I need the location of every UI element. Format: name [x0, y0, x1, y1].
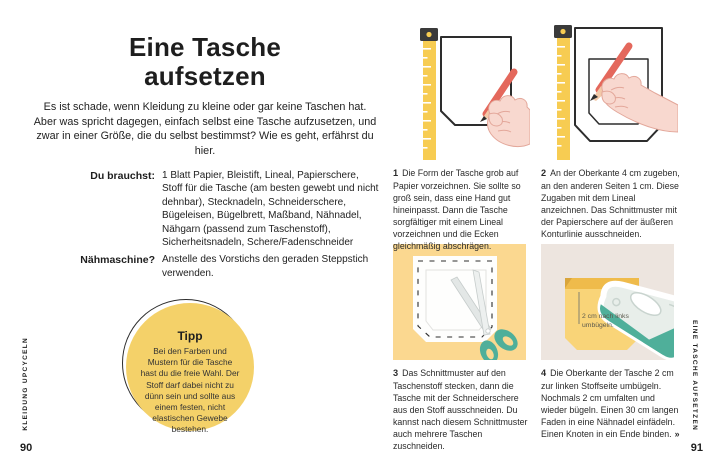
step1-text	[393, 167, 532, 252]
machine-label: Nähmaschine?	[80, 254, 155, 267]
step3-number: 3	[393, 368, 399, 378]
step1-illustration	[393, 22, 530, 162]
step2-text	[541, 167, 680, 240]
machine-row	[33, 253, 379, 280]
machine-note: Anstelle des Vorstichs den geraden Steppstich verwenden.	[162, 254, 369, 279]
step3-text	[393, 367, 532, 452]
materials-list: 1 Blatt Papier, Bleistift, Lineal, Papierschere, Stoff für die Tasche (am besten gewebt und nicht dehnbar), Stecknadeln, Schneiderschere, Bügeleisen, Bügelbrett, Maßband, Nähnadel, Nähgarn (passend zum Taschenstoff), Sicherheitsnadeln, Schere/Fadenschneider	[162, 170, 379, 248]
step3-illustration	[393, 244, 526, 360]
tip-title: Tipp	[177, 329, 203, 343]
step2-number: 2	[541, 168, 547, 178]
step1-instructions: Die Form der Tasche grob auf Papier vorzeichnen. Sie sollte so groß sein, dass eine Hand gut hineinpasst. Dann die Tasche sorgfältiger mit einem Lineal vorzeichnen und die Ecken gleichmäßig abschrägen.	[393, 168, 521, 252]
seam-allowance-drawing-icon	[541, 22, 678, 162]
right-page-number: 91	[690, 442, 703, 454]
left-page-number: 90	[20, 442, 33, 454]
step4-text	[541, 367, 680, 440]
step4-illustration	[541, 244, 674, 360]
materials-section	[33, 169, 379, 284]
step3-instructions: Das Schnittmuster auf den Taschenstoff stecken, dann die Tasche mit der Schneiderschere aus den Stoff ausschneiden. Du kannst nach diesem Schnittmuster auch mehrere Taschen zuschneiden.	[393, 368, 528, 452]
right-spine-text: EINE TASCHE AUFSETZEN	[691, 319, 698, 431]
materials-label: Du brauchst:	[90, 170, 155, 182]
tip-circle	[126, 303, 254, 435]
materials-row	[33, 169, 379, 249]
left-spine-text: KLEIDUNG UPCYCELN	[22, 337, 29, 431]
step4-number: 4	[541, 368, 547, 378]
step2-instructions: An der Oberkante 4 cm zugeben, an den anderen Seiten 1 cm. Diese Zugaben mit dem Lineal anzeichnen. Das Schnittmuster mit der Papierschere auf der äußeren Konturlinie ausschneiden.	[541, 168, 680, 240]
tip-bubble	[126, 303, 254, 435]
page-title	[40, 33, 370, 92]
fold-annotation: 2 cm nach links umbügeln.	[582, 313, 629, 329]
tip-text: Bei den Farben und Mustern für die Tasche hast du die freie Wahl. Der Stoff darf dabei nicht zu dünn sein und sollte aus einem festen, nicht elastischen Gewebe bestehen.	[140, 346, 240, 435]
intro-paragraph: Es ist schade, wenn Kleidung zu kleine oder gar keine Taschen hat. Aber was spricht dagegen, einfach selbst eine Tasche aufzusetzen, und zwar in einer Größe, die du selbst bestimmst? Wie es geht, erfährst du hier.	[33, 101, 377, 158]
step1-number: 1	[393, 168, 399, 178]
pencil-drawing-pocket-icon	[393, 22, 530, 162]
step4-instructions: Die Oberkante der Tasche 2 cm zur linken Stoffseite umbügeln. Nochmals 2 cm umfalten und wieder bügeln. Einen 30 cm langen Faden in eine Nähnadel einfädeln. Einen Knoten in ein Ende binden.	[541, 368, 679, 440]
continuation-mark: »	[674, 429, 680, 440]
scissors-cutting-fabric-icon	[393, 244, 526, 360]
page-title-line1: Eine Tasche	[128, 32, 281, 62]
page-title-line2: aufsetzen	[144, 61, 266, 92]
step2-illustration	[541, 22, 678, 162]
iron-pressing-pocket-icon	[541, 244, 674, 360]
